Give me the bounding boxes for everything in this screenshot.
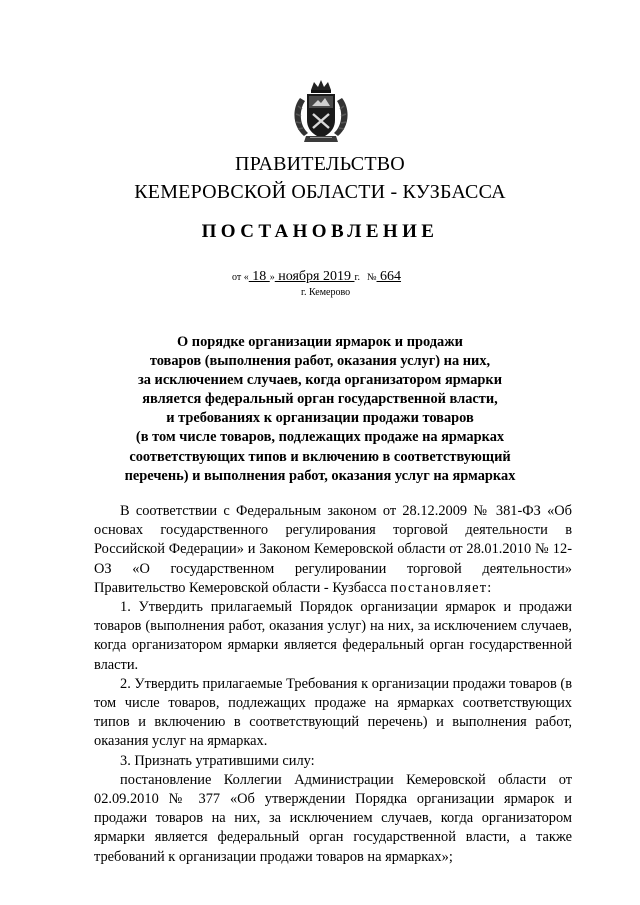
date-quote: »	[269, 272, 275, 283]
year-suffix: г.	[354, 272, 360, 283]
document-body	[94, 502, 572, 867]
title-line: за исключением случаев, когда организатором ярмарки	[137, 372, 503, 389]
title-line: О порядке организации ярмарок и продажи	[177, 334, 463, 350]
item-2-paragraph: 2. Утвердить прилагаемые Требования к организации продажи товаров (в том числе товаров, подлежащих продаже на ярмарках соответствующих типов и включению в соответствующий перечень) и выполнения работ, оказания услуг на ярмарках.	[94, 675, 572, 750]
title-line: (в том числе товаров, подлежащих продаже на ярмарках	[135, 429, 505, 446]
item-3-subitem-1-paragraph: постановление Коллегии Администрации Кемеровской области от 02.09.2010 № 377 «Об утверждении Порядка организации ярмарок и продажи товаров на них, за исключением случаев, когда организатором ярмарки является федеральный орган государственной власти, а также требований к организации продажи товаров на ярмарках»;	[94, 771, 572, 865]
item-3-paragraph: 3. Признать утратившими силу:	[120, 752, 315, 769]
document-title	[100, 333, 540, 486]
organization-name-line2: КЕМЕРОВСКОЙ ОБЛАСТИ - КУЗБАССА	[134, 181, 506, 203]
number-sign: №	[366, 272, 377, 283]
title-line: перечень) и выполнения работ, оказания услуг на ярмарках	[124, 467, 516, 484]
date-month-year: ноября 2019	[274, 269, 355, 284]
organization-name-line1: ПРАВИТЕЛЬСТВО	[235, 153, 405, 175]
document-type-heading: ПОСТАНОВЛЕНИЕ	[201, 221, 439, 242]
title-line: и требованиях к организации продажи товаров	[166, 410, 474, 427]
city-name: г. Кемерово	[301, 287, 351, 298]
item-1-paragraph: 1. Утвердить прилагаемый Порядок организации ярмарок и продажи товаров (выполнения работ, оказания услуг) на них, за исключением случаев, когда организатором ярмарки является федеральный орган государственной власти.	[94, 599, 572, 673]
date-prefix: от «	[232, 272, 249, 283]
document-number: 664	[376, 269, 402, 284]
title-line: соответствующих типов и включению в соответствующий	[129, 448, 511, 465]
preamble-paragraph	[94, 502, 572, 598]
date-day: 18	[248, 269, 270, 284]
coat-of-arms-emblem	[290, 78, 352, 146]
title-line: является федеральный орган государственной власти,	[142, 391, 498, 408]
preamble-text: В соответствии с Федеральным законом от 28.12.2009 № 381-ФЗ «Об основах государственного регулирования торговой деятельности в Российской Федерации» и Законом Кемеровской области от 28.01.2010 № 12-ОЗ «О государственном регулировании торговой деятельности» Правительство Кемеровской области - Кузбасса	[94, 503, 572, 596]
title-line: товаров (выполнения работ, оказания услуг) на них,	[149, 353, 491, 370]
document-date-number-line	[232, 269, 401, 285]
resolution-verb: постановляет:	[390, 579, 493, 596]
